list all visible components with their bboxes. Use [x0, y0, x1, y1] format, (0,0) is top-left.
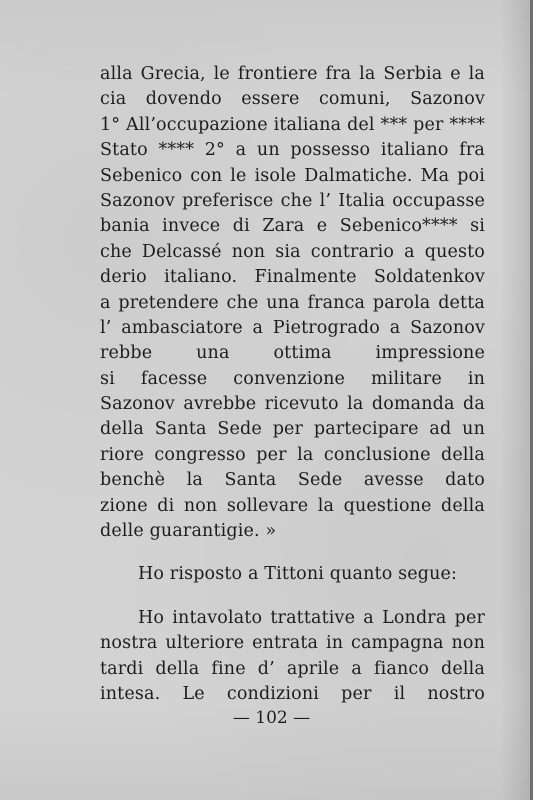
text-line: bania invece di Zara e Sebenico**** si	[100, 216, 485, 237]
text-line: alla Grecia, le frontiere fra la Serbia e la	[100, 64, 485, 84]
text-line: tardi della fine d’ aprile a fianco della	[100, 658, 485, 679]
text-line: nostra ulteriore entrata in campagna non	[100, 633, 485, 654]
text-line: derio italiano. Finalmente Soldatenkov	[100, 267, 485, 288]
text-line: intesa. Le condizioni per il nostro	[100, 683, 485, 704]
paragraph-gap	[100, 588, 485, 606]
text-line: riore congresso per la conclusione della	[100, 444, 485, 465]
text-line: delle guarantigie. »	[100, 521, 277, 542]
text-line: rebbe una ottima impressione	[100, 343, 485, 364]
page-number: — 102 —	[232, 708, 311, 728]
text-line: Sebenico con le isole Dalmatiche. Ma poi	[100, 165, 485, 186]
text-line: Sazonov preferisce che l’ Italia occupasse	[100, 190, 485, 211]
text-line: l’ ambasciatore a Pietrogrado a Sazonov	[100, 317, 485, 338]
text-line: Stato **** 2° a un possesso italiano fra	[100, 140, 485, 161]
text-line: della Santa Sede per partecipare ad un	[100, 419, 485, 440]
text-line: 1° All’occupazione italiana del *** per ****	[100, 114, 485, 135]
text-line: zione di non sollevare la questione della	[100, 495, 485, 516]
text-line: cia dovendo essere comuni, Sazonov	[100, 89, 485, 110]
paragraph-reply: Ho risposto a Tittoni quanto segue:	[138, 564, 458, 585]
text-line: a pretendere che una franca parola detta	[100, 292, 485, 313]
text-line: Sazonov avrebbe ricevuto la domanda da	[100, 394, 485, 415]
paragraph-gap	[100, 544, 485, 562]
page-edge	[530, 0, 533, 800]
text-line: Ho intavolato trattative a Londra per	[138, 607, 485, 628]
text-line: benchè la Santa Sede avesse dato	[100, 470, 485, 491]
text-line: si facesse convenzione militare in	[100, 368, 485, 389]
body-text	[100, 62, 485, 707]
text-line: che Delcassé non sia contrario a questo	[100, 241, 485, 262]
page-gutter-shadow	[500, 0, 533, 800]
